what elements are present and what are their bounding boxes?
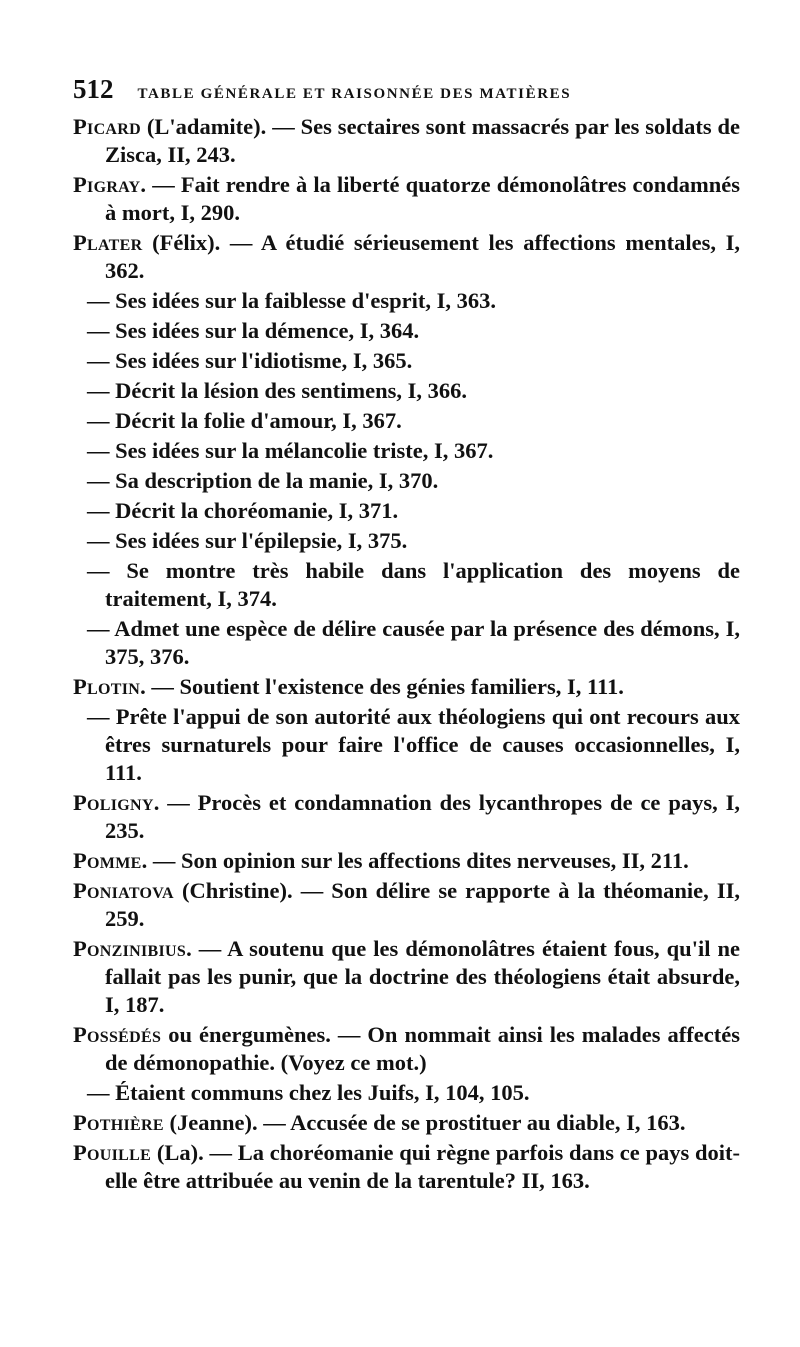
entry-text: — Décrit la lésion des sentimens, I, 366. xyxy=(87,378,467,403)
index-subentry xyxy=(73,317,740,345)
index-subentry xyxy=(73,347,740,375)
index-entry xyxy=(73,789,740,845)
index-subentry xyxy=(73,703,740,787)
entry-text: — Prête l'appui de son autorité aux théologiens qui ont recours aux êtres surnaturels pour faire l'office de causes occasionnelles, I, 111. xyxy=(87,704,740,785)
entry-headword: Pouille xyxy=(73,1140,152,1165)
entry-text: — Décrit la folie d'amour, I, 367. xyxy=(87,408,402,433)
entry-text: . — Soutient l'existence des génies familiers, I, 111. xyxy=(140,674,624,699)
entry-text: . — Fait rendre à la liberté quatorze démonolâtres condamnés à mort, I, 290. xyxy=(105,172,740,225)
entry-text: (La). — La choréomanie qui règne parfois dans ce pays doit-elle être attribuée au venin de la tarentule? II, 163. xyxy=(105,1140,740,1193)
entry-text: — Admet une espèce de délire causée par la présence des démons, I, 375, 376. xyxy=(87,616,740,669)
index-subentry xyxy=(73,1079,740,1107)
entry-headword: Pigray xyxy=(73,172,141,197)
index-entry xyxy=(73,171,740,227)
entry-text: — Ses idées sur la mélancolie triste, I, 367. xyxy=(87,438,494,463)
entry-text: — Ses idées sur la démence, I, 364. xyxy=(87,318,420,343)
index-subentry xyxy=(73,615,740,671)
entry-text: — Ses idées sur l'idiotisme, I, 365. xyxy=(87,348,413,373)
index-entries xyxy=(73,113,740,1195)
entry-text: — Étaient communs chez les Juifs, I, 104, 105. xyxy=(87,1080,530,1105)
index-subentry xyxy=(73,497,740,525)
index-entry xyxy=(73,847,740,875)
index-subentry xyxy=(73,377,740,405)
index-subentry xyxy=(73,437,740,465)
entry-headword: Poligny xyxy=(73,790,154,815)
page-header xyxy=(73,74,740,105)
entry-headword: Possédés xyxy=(73,1022,162,1047)
entry-text: (Jeanne). — Accusée de se prostituer au diable, I, 163. xyxy=(163,1110,686,1135)
page-number: 512 xyxy=(73,74,114,104)
index-subentry xyxy=(73,287,740,315)
index-entry xyxy=(73,935,740,1019)
entry-text: . — Son opinion sur les affections dites nerveuses, II, 211. xyxy=(141,848,689,873)
index-entry xyxy=(73,113,740,169)
entry-headword: Plater xyxy=(73,230,143,255)
entry-headword: Poniatova xyxy=(73,878,174,903)
index-subentry xyxy=(73,407,740,435)
entry-text: (Félix). — A étudié sérieusement les affections mentales, I, 362. xyxy=(105,230,740,283)
entry-text: — Se montre très habile dans l'application des moyens de traitement, I, 374. xyxy=(87,558,740,611)
index-entry xyxy=(73,1139,740,1195)
entry-text: (L'adamite). — Ses sectaires sont massacrés par les soldats de Zisca, II, 243. xyxy=(105,114,740,167)
index-entry xyxy=(73,877,740,933)
entry-text: — Ses idées sur l'épilepsie, I, 375. xyxy=(87,528,408,553)
entry-headword: Pomme xyxy=(73,848,142,873)
index-entry xyxy=(73,1109,740,1137)
index-entry xyxy=(73,229,740,285)
entry-text: — Ses idées sur la faiblesse d'esprit, I, 363. xyxy=(87,288,496,313)
entry-text: (Christine). — Son délire se rapporte à la théomanie, II, 259. xyxy=(105,878,740,931)
running-title: TABLE GÉNÉRALE ET RAISONNÉE DES MATIÈRES xyxy=(137,86,572,102)
entry-headword: Ponzinibius xyxy=(73,936,187,961)
index-entry xyxy=(73,1021,740,1077)
entry-text: — Sa description de la manie, I, 370. xyxy=(87,468,439,493)
entry-text: . — Procès et condamnation des lycanthropes de ce pays, I, 235. xyxy=(105,790,740,843)
index-subentry xyxy=(73,527,740,555)
entry-headword: Pothière xyxy=(73,1110,164,1135)
index-subentry xyxy=(73,467,740,495)
entry-text: — Décrit la choréomanie, I, 371. xyxy=(87,498,399,523)
entry-text: ou énergumènes. — On nommait ainsi les malades affectés de démonopathie. (Voyez ce mot.) xyxy=(105,1022,740,1075)
index-entry xyxy=(73,673,740,701)
index-subentry xyxy=(73,557,740,613)
entry-headword: Picard xyxy=(73,114,141,139)
entry-text: . — A soutenu que les démonolâtres étaient fous, qu'il ne fallait pas les punir, que la doctrine des théologiens était absurde, I, 187. xyxy=(105,936,740,1017)
entry-headword: Plotin xyxy=(73,674,141,699)
